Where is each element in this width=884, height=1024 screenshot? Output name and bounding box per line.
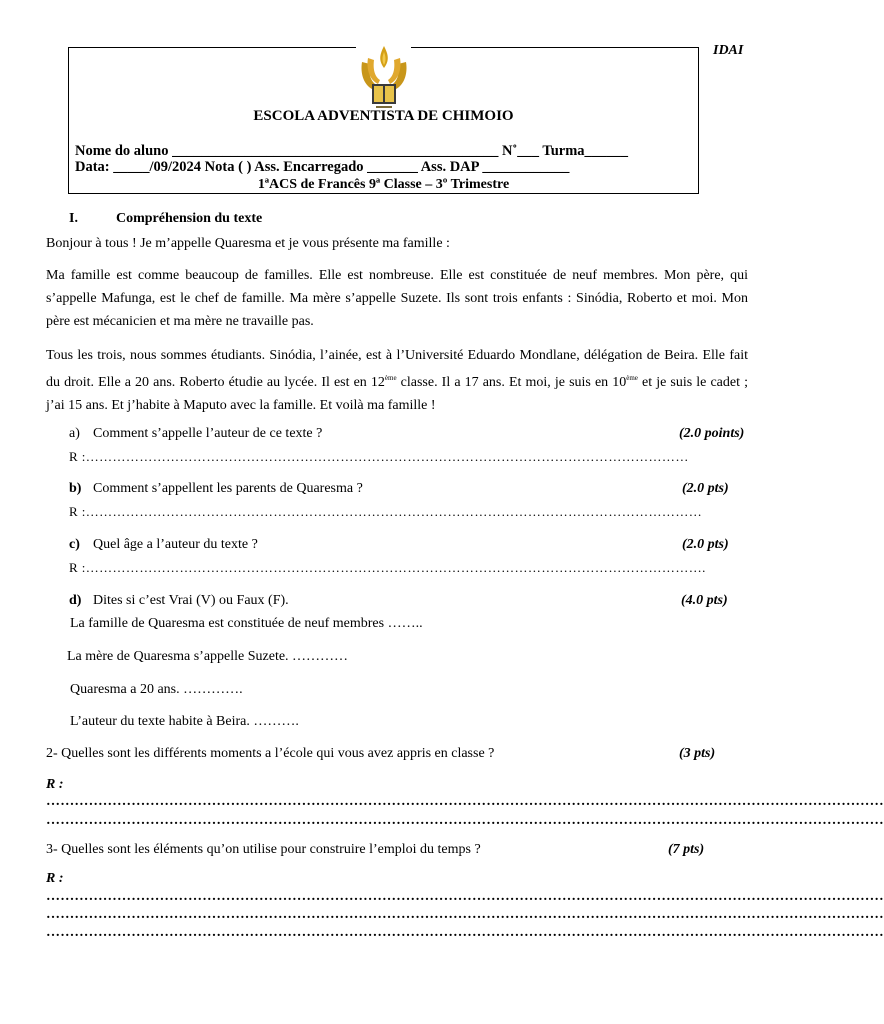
question-a-points: (2.0 points) (679, 426, 745, 441)
student-info-line: Nome do aluno _____________________________________________ N˚___ Turma______ (75, 143, 629, 159)
question-b-text: Comment s’appellent les parents de Quaresma ? (93, 481, 363, 496)
question-b-letter: b) (69, 481, 82, 496)
question-a-letter: a) (69, 426, 80, 441)
question-2-answer-line[interactable]: …………………………………………………………………………………………………………………………………………………………… (46, 794, 884, 809)
question-2-points: (3 pts) (679, 746, 716, 761)
text-paragraph-2: Tous les trois, nous sommes étudiants. Sinódia, l’ainée, est à l’Université Eduardo Mondlane, délégation de Beira. Elle fait du droit. Elle a 20 ans. Roberto étudie au lycée. Il est en 12ème classe. Il a 17 ans. Et moi, je suis en 10ème et je suis le cadet ; j’ai 15 ans. Et j’habite à Maputo avec la famille. Et voilà ma famille ! (46, 348, 748, 413)
question-d-letter: d) (69, 593, 82, 608)
question-3-answer-label: R : (46, 871, 64, 886)
question-3-text: 3- Quelles sont les éléments qu’on utilise pour construire l’emploi du temps ? (46, 842, 481, 857)
question-c-points: (2.0 pts) (682, 537, 729, 552)
subject-line: 1ªACS de Francês 9ª Classe – 3º Trimestre (257, 177, 510, 192)
school-name: ESCOLA ADVENTISTA DE CHIMOIO (253, 108, 514, 124)
question-3-answer-line[interactable]: …………………………………………………………………………………………………………………………………………………………… (46, 907, 884, 922)
school-logo-icon (356, 44, 412, 110)
date-grade-line: Data: _____/09/2024 Nota ( ) Ass. Encarregado _______ Ass. DAP ____________ (75, 159, 570, 175)
question-3-answer-line[interactable]: …………………………………………………………………………………………………………………………………………………………… (46, 889, 884, 904)
true-false-item: La famille de Quaresma est constituée de neuf membres …….. (70, 616, 423, 631)
question-b-answer-line[interactable]: R :………………………………………………………………………………………………………………………… (69, 504, 703, 519)
true-false-item: Quaresma a 20 ans. …………. (70, 682, 243, 697)
text-paragraph-1: Ma famille est comme beaucoup de familles. Elle est nombreuse. Elle est constituée de neuf membres. Mon père, qui s’appelle Mafunga, est le chef de famille. Ma mère s’appelle Suzete. Ils sont trois enfants : Sinódia, Roberto et moi. Mon père est mécanicien et ma mère ne travaille pas. (46, 268, 748, 329)
true-false-item: L’auteur du texte habite à Beira. ………. (70, 714, 299, 729)
text-intro: Bonjour à tous ! Je m’appelle Quaresma et je vous présente ma famille : (46, 236, 450, 251)
section-title: Compréhension du texte (116, 211, 263, 226)
section-number: I. (69, 211, 78, 226)
question-2-text: 2- Quelles sont les différents moments a l’école qui vous avez appris en classe ? (46, 746, 495, 761)
question-c-answer-line[interactable]: R :…………………………………………………………………………………………………………………………. (69, 560, 706, 575)
true-false-item: La mère de Quaresma s’appelle Suzete. ………… (67, 649, 349, 664)
question-a-text: Comment s’appelle l’auteur de ce texte ? (93, 426, 323, 441)
corner-tag: IDAI (713, 43, 744, 58)
question-d-text: Dites si c’est Vrai (V) ou Faux (F). (93, 593, 289, 608)
question-c-text: Quel âge a l’auteur du texte ? (93, 537, 258, 552)
question-b-points: (2.0 pts) (682, 481, 729, 496)
question-3-points: (7 pts) (668, 842, 705, 857)
question-3-answer-line[interactable]: …………………………………………………………………………………………………………………………………………………………… (46, 925, 884, 940)
question-2-answer-label: R : (46, 777, 64, 792)
question-c-letter: c) (69, 537, 80, 552)
question-2-answer-line[interactable]: …………………………………………………………………………………………………………………………………………………………… (46, 813, 884, 828)
question-d-points: (4.0 pts) (681, 593, 728, 608)
question-a-answer-line[interactable]: R :……………………………………………………………………………………………………………………… (69, 449, 689, 464)
